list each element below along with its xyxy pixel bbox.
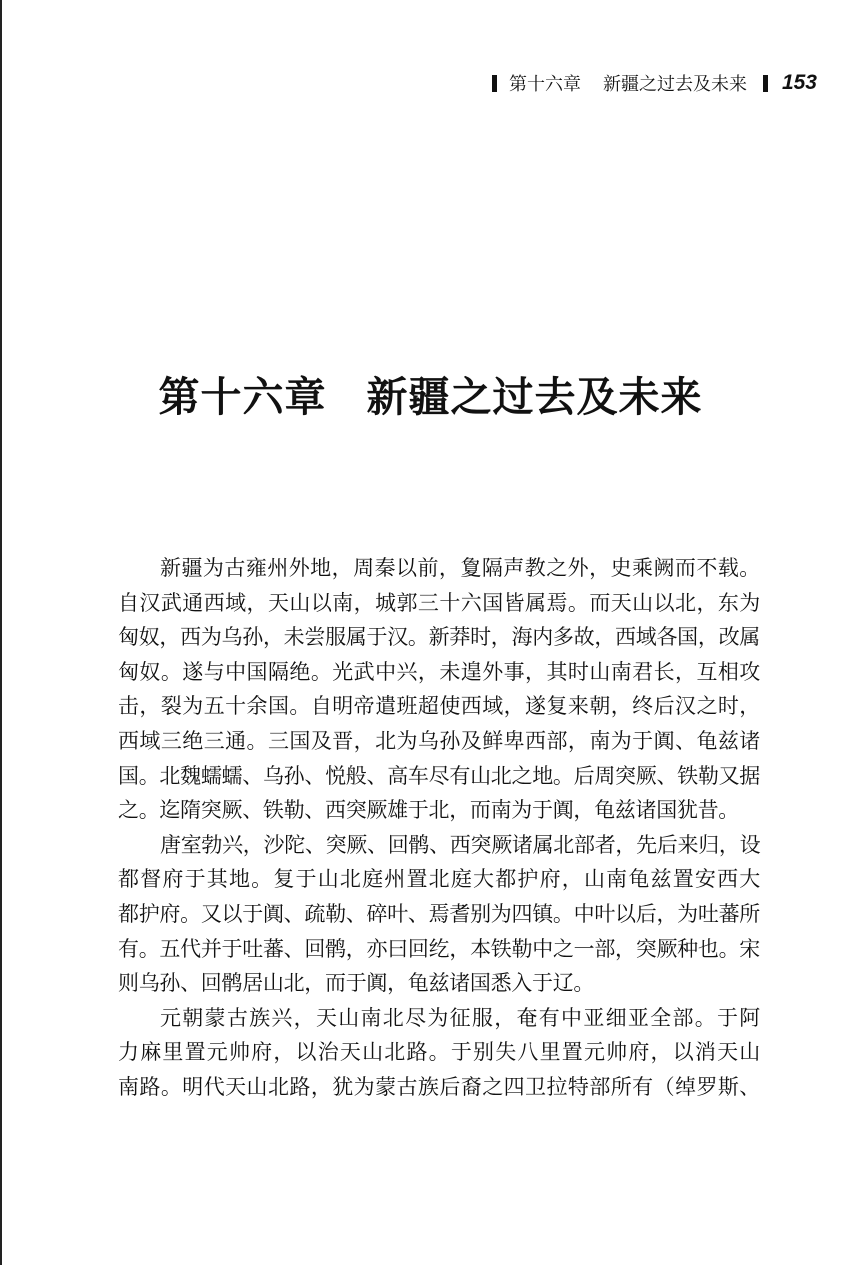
- page-number: 153: [781, 71, 817, 94]
- text-line: 则乌孙、回鹘居山北，而于阗，龟兹诸国悉入于辽。: [118, 971, 595, 996]
- text-line: 都护府。又以于阗、疏勒、碎叶、焉耆别为四镇。中叶以后，为吐蕃所: [118, 901, 760, 926]
- text-line: 之。迄隋突厥、铁勒、西突厥雄于北，而南为于阗，龟兹诸国犹昔。: [118, 798, 739, 823]
- header-chapter-number: 第十六章: [508, 74, 581, 95]
- text-line: 新疆为古雍州外地，周秦以前，夐隔声教之外，史乘阙而不载。: [160, 556, 760, 580]
- body-text: [118, 551, 760, 1105]
- text-line: 自汉武通西域，天山以南，城郭三十六国皆属焉。而天山以北，东为: [118, 590, 760, 615]
- chapter-name: 新疆之过去及未来: [366, 373, 703, 422]
- paragraph-1: [118, 551, 760, 828]
- chapter-number: 第十六章: [158, 373, 327, 422]
- text-line: 南路。明代天山北路，犹为蒙古族后裔之四卫拉特部所有（绰罗斯、: [118, 1074, 760, 1099]
- header-bar-left: [492, 75, 497, 92]
- text-line: 匈奴，西为乌孙，未尝服属于汉。新莽时，海内多故，西域各国，改属: [118, 625, 760, 650]
- text-line: 元朝蒙古族兴，天山南北尽为征服，奄有中亚细亚全部。于阿: [160, 1005, 760, 1030]
- chapter-title: [0, 364, 861, 423]
- running-header: [492, 70, 817, 96]
- text-line: 有。五代并于吐蕃、回鹘，亦曰回纥，本铁勒中之一部，突厥种也。宋: [118, 936, 760, 961]
- text-line: 都督府于其地。复于山北庭州置北庭大都护府，山南龟兹置安西大: [118, 867, 760, 892]
- header-chapter-title: 新疆之过去及未来: [602, 74, 747, 95]
- text-line: 国。北魏蠕蠕、乌孙、悦般、高车尽有山北之地。后周突厥、铁勒又据: [118, 763, 760, 788]
- text-line: 匈奴。遂与中国隔绝。光武中兴，未遑外事，其时山南君长，互相攻: [118, 659, 760, 684]
- page-left-edge: [0, 0, 2, 1265]
- paragraph-2: [118, 828, 760, 1001]
- text-line: 击，裂为五十余国。自明帝遣班超使西域，遂复来朝，终后汉之时，: [118, 694, 760, 719]
- paragraph-3: [118, 1001, 760, 1105]
- text-line: 西域三绝三通。三国及晋，北为乌孙及鲜卑西部，南为于阗、龟兹诸: [118, 728, 760, 753]
- text-line: 力麻里置元帅府，以治天山北路。于别失八里置元帅府，以消天山: [118, 1040, 760, 1065]
- header-bar-right: [763, 75, 768, 92]
- text-line: 唐室勃兴，沙陀、突厥、回鹘、西突厥诸属北部者，先后来归，设: [160, 832, 761, 857]
